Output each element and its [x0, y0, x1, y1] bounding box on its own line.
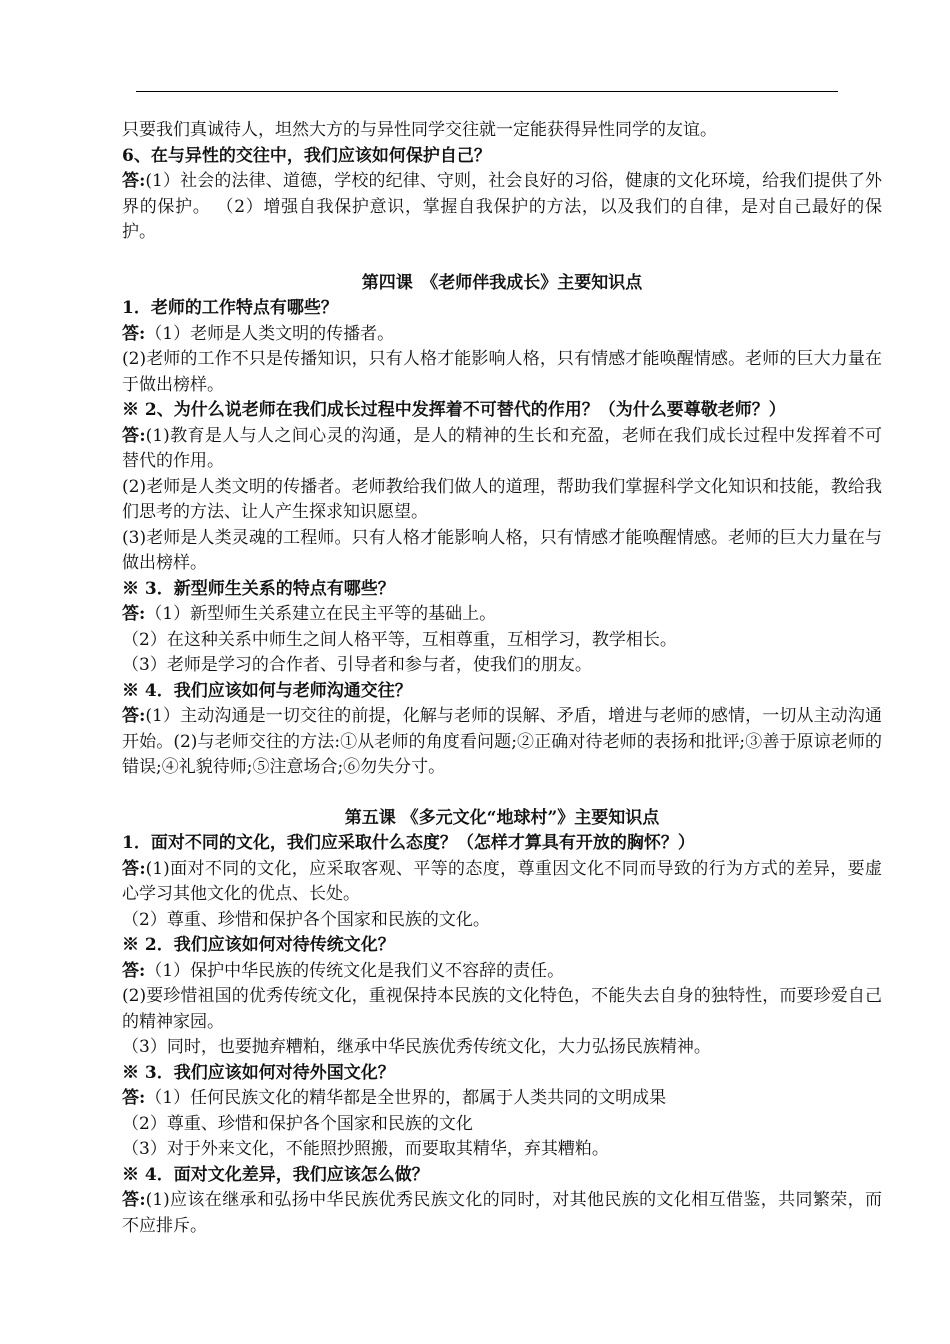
answer-label: 答:	[122, 604, 146, 624]
answer-label: 答:	[122, 960, 146, 981]
section-spacer	[122, 246, 882, 271]
answer	[122, 602, 882, 628]
answer	[122, 857, 882, 908]
paragraph: （3）同时，也要抛弃糟粕，继承中华民族优秀传统文化，大力弘扬民族精神。	[122, 1037, 711, 1057]
question: ※ 3．我们应该如何对待外国文化？	[122, 1062, 395, 1083]
paragraph: (2)老师的工作不只是传播知识，只有人格才能影响人格，只有情感才能唤醒情感。老师的巨大力量在于做出榜样。	[122, 349, 882, 395]
answer-label: 答:	[122, 425, 146, 446]
question: ※ 2、为什么说老师在我们成长过程中发挥着不可替代的作用？（为什么要尊敬老师？）	[122, 400, 786, 420]
answer	[122, 322, 882, 348]
answer	[122, 1188, 882, 1239]
paragraph: (2)要珍惜祖国的优秀传统文化，重视保持本民族的文化特色，不能失去自身的独特性，而要珍爱自己的精神家园。	[122, 986, 882, 1032]
paragraph: 只要我们真诚待人，坦然大方的与异性同学交往就一定能获得异性同学的友谊。	[122, 120, 717, 140]
answer	[122, 169, 882, 246]
answer-text: (1)教育是人与人之间心灵的沟通，是人的精神的生长和充盈，老师在我们成长过程中发挥着不可替代的作用。	[122, 425, 882, 471]
answer-text: (1）社会的法律、道德，学校的纪律、守则，社会良好的习俗，健康的文化环境，给我们提供了外界的保护。 （2）增强自我保护意识，掌握自我保护的方法，以及我们的自律，是对自己最好的保护。	[122, 171, 882, 242]
question: ※ 3．新型师生关系的特点有哪些？	[122, 578, 395, 599]
answer	[122, 424, 882, 475]
answer-text: （1）新型师生关系建立在民主平等的基础上。	[145, 604, 497, 624]
question: ※ 4．面对文化差异，我们应该怎么做？	[122, 1164, 429, 1185]
section-heading: 第五课 《多元文化“地球村”》主要知识点	[344, 807, 660, 828]
section-spacer	[122, 781, 882, 806]
question: 1．老师的工作特点有哪些？	[122, 298, 338, 318]
answer-text: (1)应该在继承和弘扬中华民族优秀民族文化的同时，对其他民族的文化相互借鉴，共同繁荣，而不应排斥。	[122, 1190, 882, 1236]
answer-text: （1）保护中华民族的传统文化是我们义不容辞的责任。	[145, 960, 565, 981]
paragraph: （2）尊重、珍惜和保护各个国家和民族的文化	[122, 1113, 473, 1134]
paragraph: （2）尊重、珍惜和保护各个国家和民族的文化。	[122, 909, 490, 930]
question: 6、在与异性的交往中，我们应该如何保护自己？	[122, 145, 491, 166]
answer-text: （1）老师是人类文明的传播者。	[145, 323, 395, 344]
answer-text: (1)面对不同的文化，应采取客观、平等的态度，尊重因文化不同而导致的行为方式的差异，要虚心学习其他文化的优点、长处。	[122, 858, 882, 904]
answer-label: 答:	[122, 323, 146, 344]
header-rule	[136, 91, 838, 92]
question: 1．面对不同的文化，我们应采取什么态度？（怎样才算具有开放的胸怀？）	[122, 833, 695, 853]
answer-label: 答:	[122, 1088, 146, 1108]
answer-text: （1）任何民族文化的精华都是全世界的，都属于人类共同的文明成果	[145, 1088, 667, 1108]
answer	[122, 1086, 882, 1112]
paragraph: （3）对于外来文化，不能照抄照搬，而要取其精华，弃其糟粕。	[122, 1139, 609, 1159]
answer-text: (1）主动沟通是一切交往的前提，化解与老师的误解、矛盾，增进与老师的感情，一切从主动沟通开始。(2)与老师交往的方法:①从老师的角度看问题;②正确对待老师的表扬和批评;③善于原谅老师的错误;④礼貌待师;⑤注意场合;⑥勿失分寸。	[122, 706, 882, 777]
paragraph: （2）在这种关系中师生之间人格平等，互相尊重，互相学习，教学相长。	[122, 629, 677, 650]
section-heading: 第四课 《老师伴我成长》主要知识点	[361, 272, 643, 293]
answer-label: 答:	[122, 858, 146, 879]
answer-label: 答:	[122, 171, 146, 191]
paragraph: (3)老师是人类灵魂的工程师。只有人格才能影响人格，只有情感才能唤醒情感。老师的巨大力量在与做出榜样。	[122, 527, 882, 573]
answer	[122, 704, 882, 781]
paragraph: （3）老师是学习的合作者、引导者和参与者，使我们的朋友。	[122, 655, 592, 675]
answer-label: 答:	[122, 1190, 146, 1210]
paragraph: (2)老师是人类文明的传播者。老师教给我们做人的道理，帮助我们掌握科学文化知识和技能，教给我们思考的方法、让人产生探求知识愿望。	[122, 476, 882, 522]
answer	[122, 959, 882, 985]
question: ※ 4．我们应该如何与老师沟通交往？	[122, 680, 412, 701]
question: ※ 2．我们应该如何对待传统文化？	[122, 935, 395, 955]
document-body	[122, 118, 882, 1239]
answer-label: 答:	[122, 706, 146, 726]
